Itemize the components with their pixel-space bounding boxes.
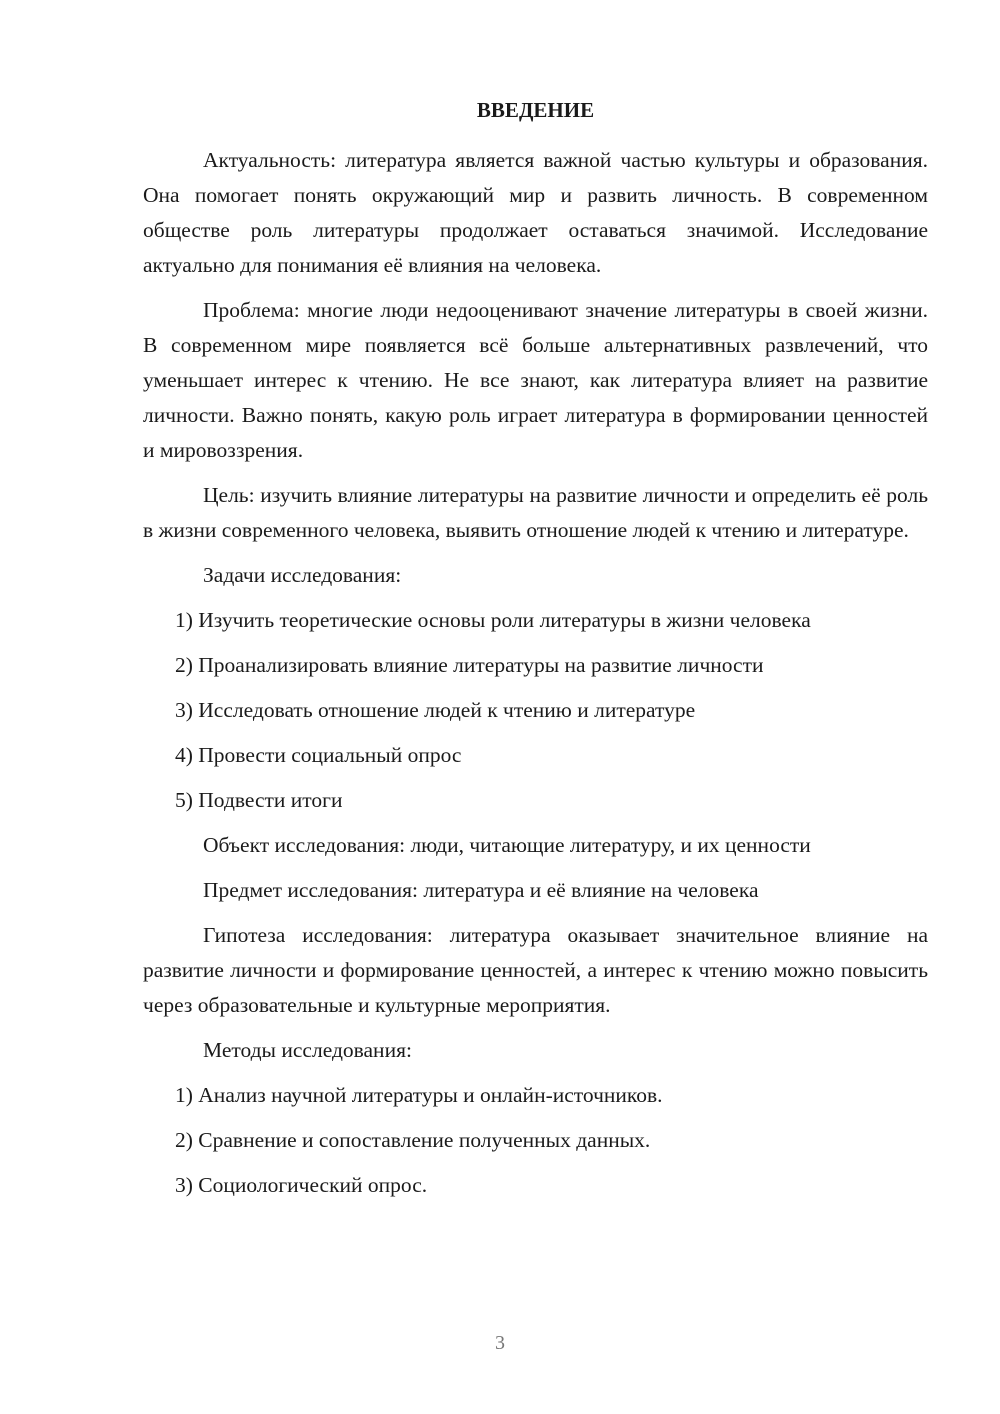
task-item: 2) Проанализировать влияние литературы на развитие личности — [175, 653, 764, 677]
task-item: 5) Подвести итоги — [175, 788, 343, 812]
task-item: 3) Исследовать отношение людей к чтению и литературе — [175, 698, 696, 722]
paragraph-goal: Цель: изучить влияние литературы на развитие личности и определить её роль в жизни современного человека, выявить отношение людей к чтению и литературе. — [143, 483, 928, 542]
method-item: 3) Социологический опрос. — [175, 1173, 428, 1197]
research-subject: Предмет исследования: литература и её влияние на человека — [203, 878, 759, 902]
tasks-heading: Задачи исследования: — [203, 563, 402, 587]
paragraph-problem: Проблема: многие люди недооценивают значение литературы в своей жизни. В современном мире появляется всё больше альтернативных развлечений, что уменьшает интерес к чтению. Не все знают, как литература влияет на развитие личности. Важно понять, какую роль играет литература в формировании ценностей и мировоззрения. — [143, 298, 928, 462]
methods-heading: Методы исследования: — [203, 1038, 412, 1062]
task-item: 4) Провести социальный опрос — [175, 743, 462, 767]
method-item: 1) Анализ научной литературы и онлайн-источников. — [175, 1083, 663, 1107]
paragraph-hypothesis: Гипотеза исследования: литература оказывает значительное влияние на развитие личности и формирование ценностей, а интерес к чтению можно повысить через образовательные и культурные мероприятия. — [143, 923, 928, 1017]
paragraph-relevance: Актуальность: литература является важной частью культуры и образования. Она помогает понять окружающий мир и развить личность. В современном обществе роль литературы продолжает оставаться значимой. Исследование актуально для понимания её влияния на человека. — [143, 148, 928, 277]
method-item: 2) Сравнение и сопоставление полученных данных. — [175, 1128, 651, 1152]
task-item: 1) Изучить теоретические основы роли литературы в жизни человека — [175, 608, 811, 632]
page-number: 3 — [495, 1332, 505, 1354]
research-object: Объект исследования: люди, читающие литературу, и их ценности — [203, 833, 811, 857]
document-title: ВВЕДЕНИЕ — [476, 98, 595, 122]
document-page — [143, 95, 928, 1213]
